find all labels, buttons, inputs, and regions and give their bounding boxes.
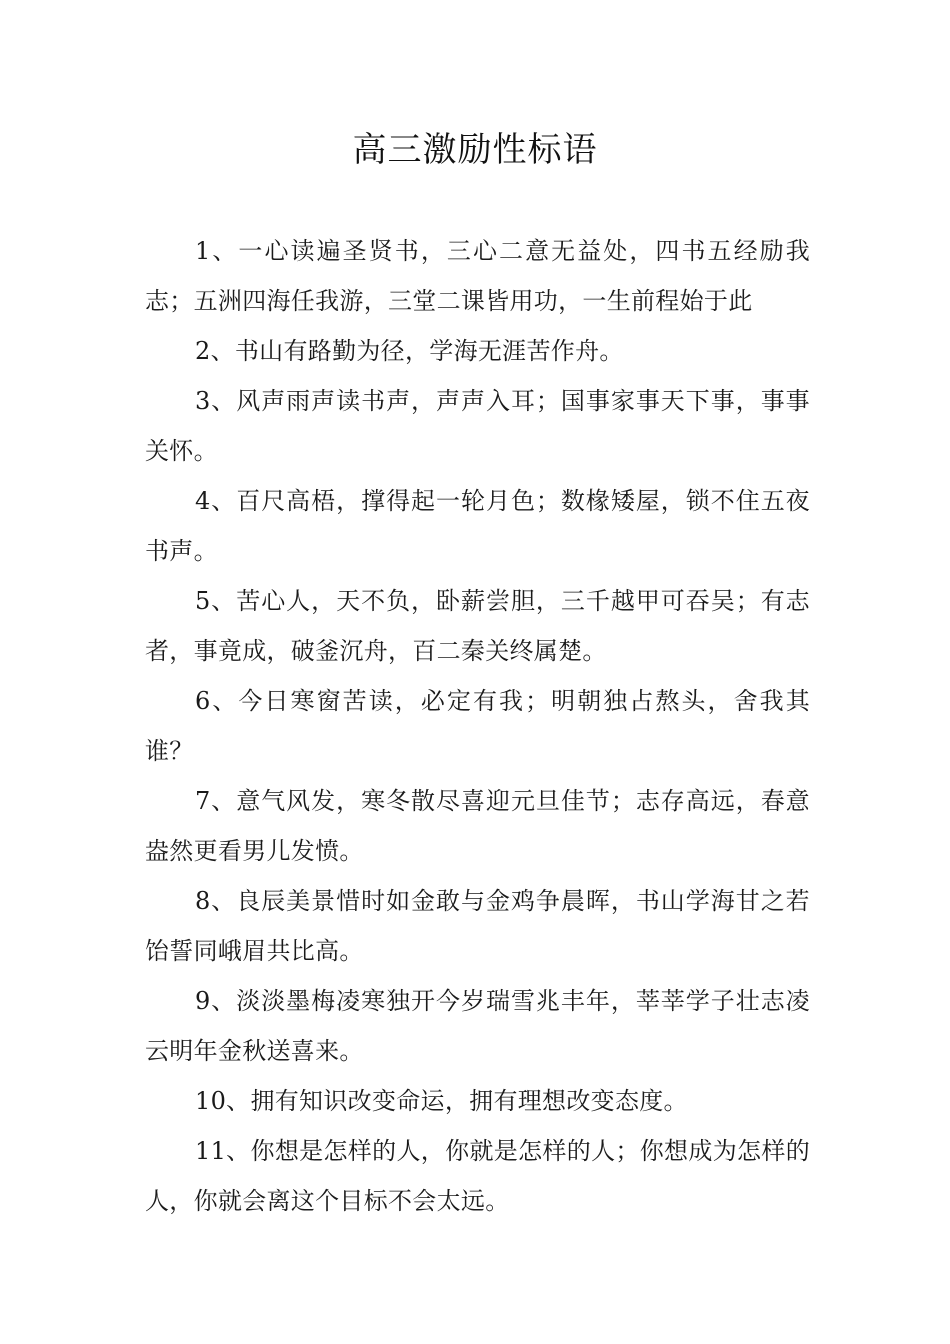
paragraph-9: 9、淡淡墨梅凌寒独开今岁瑞雪兆丰年，莘莘学子壮志凌云明年金秋送喜来。 [145,987,810,1065]
paragraph-11: 11、你想是怎样的人，你就是怎样的人；你想成为怎样的人，你就会离这个目标不会太远。 [145,1137,810,1215]
paragraph-6: 6、今日寒窗苦读，必定有我；明朝独占熬头，舍我其谁？ [145,687,810,765]
paragraph-4: 4、百尺高梧，撑得起一轮月色；数椽矮屋，锁不住五夜书声。 [145,487,810,565]
paragraph-3: 3、风声雨声读书声，声声入耳；国事家事天下事，事事关怀。 [145,387,810,465]
document-body [145,226,810,1226]
document-title: 高三激励性标语 [352,130,598,170]
paragraph-5: 5、苦心人，天不负，卧薪尝胆，三千越甲可吞吴；有志者，事竟成，破釜沉舟，百二秦关终属楚。 [145,587,810,665]
paragraph-10: 10、拥有知识改变命运，拥有理想改变态度。 [195,1087,688,1115]
paragraph-1: 1、一心读遍圣贤书，三心二意无益处，四书五经励我志；五洲四海任我游，三堂二课皆用功，一生前程始于此 [145,237,810,315]
paragraph-2: 2、书山有路勤为径，学海无涯苦作舟。 [195,337,624,365]
paragraph-7: 7、意气风发，寒冬散尽喜迎元旦佳节；志存高远，春意盎然更看男儿发愤。 [145,787,810,865]
paragraph-8: 8、良辰美景惜时如金敢与金鸡争晨晖，书山学海甘之若饴誓同峨眉共比高。 [145,887,810,965]
